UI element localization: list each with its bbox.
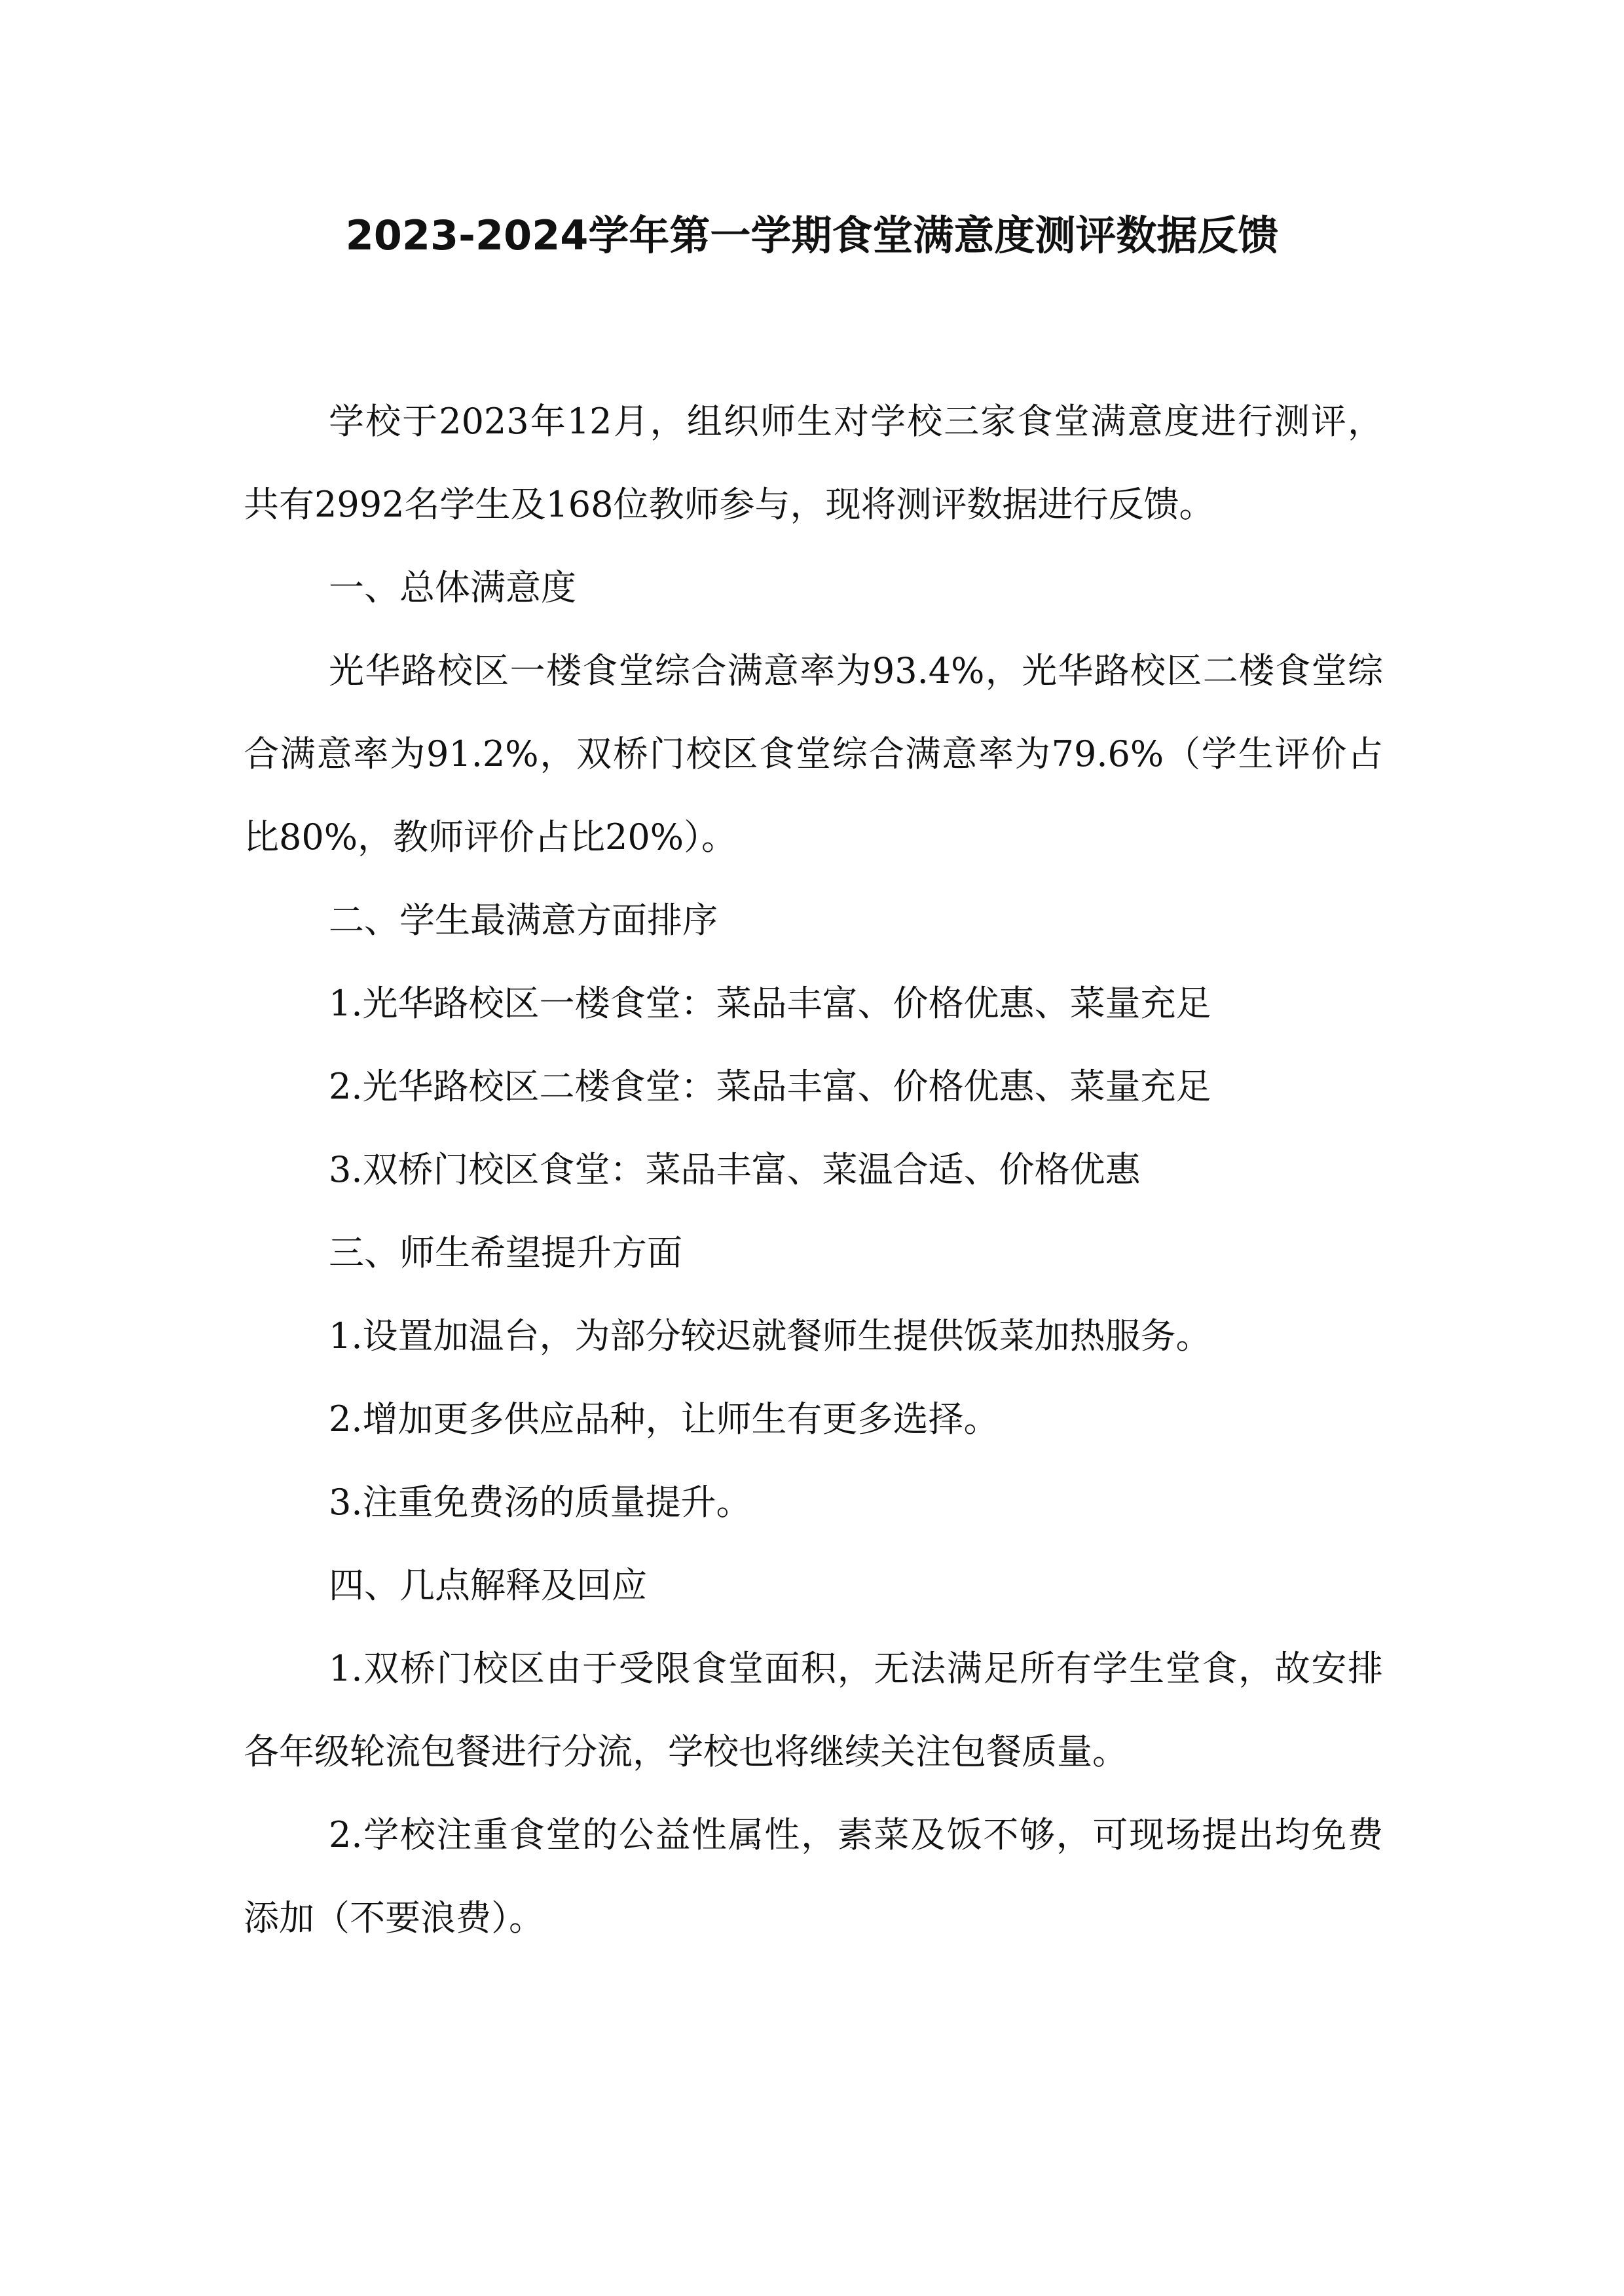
list-item: 2.增加更多供应品种，让师生有更多选择。 [329,1398,999,1440]
list-item: 3.双桥门校区食堂：菜品丰富、菜温合适、价格优惠 [329,1149,1141,1190]
response-paragraph: 1.双桥门校区由于受限食堂面积，无法满足所有学生堂食，故安排各年级轮流包餐进行分流，学校也将继续关注包餐质量。 [244,1648,1383,1772]
list-item: 2.光华路校区二楼食堂：菜品丰富、价格优惠、菜量充足 [329,1066,1211,1107]
section-heading-student-ranking: 二、学生最满意方面排序 [329,900,718,941]
list-item: 1.设置加温台，为部分较迟就餐师生提供饭菜加热服务。 [329,1315,1211,1357]
section-heading-overall-satisfaction: 一、总体满意度 [329,567,576,608]
list-item: 1.光华路校区一楼食堂：菜品丰富、价格优惠、菜量充足 [329,983,1211,1024]
section-heading-responses: 四、几点解释及回应 [329,1565,647,1606]
response-paragraph: 2.学校注重食堂的公益性属性，素菜及饭不够，可现场提出均免费添加（不要浪费）。 [244,1814,1383,1939]
document-body [244,380,1383,1959]
section-heading-improvements: 三、师生希望提升方面 [329,1232,682,1273]
list-item: 3.注重免费汤的质量提升。 [329,1482,752,1523]
overall-satisfaction-paragraph: 光华路校区一楼食堂综合满意率为93.4%，光华路校区二楼食堂综合满意率为91.2%，双桥门校区食堂综合满意率为79.6%（学生评价占比80%，教师评价占比20%）。 [244,650,1383,858]
intro-paragraph: 学校于2023年12月，组织师生对学校三家食堂满意度进行测评，共有2992名学生及168位教师参与，现将测评数据进行反馈。 [244,401,1383,525]
document-title: 2023-2024学年第一学期食堂满意度测评数据反馈 [345,211,1279,259]
